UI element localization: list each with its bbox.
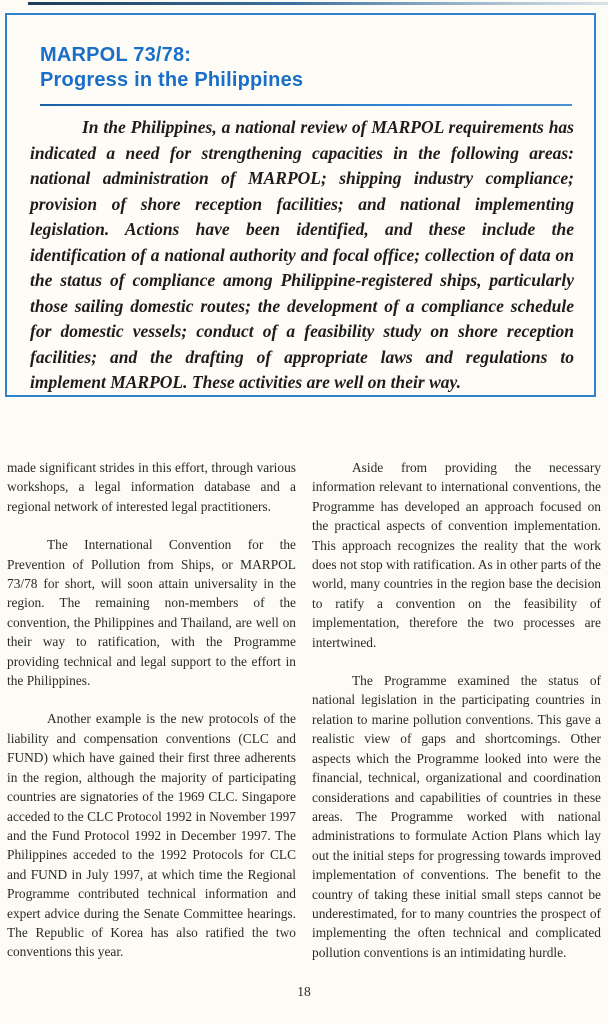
body-columns [7,458,601,981]
right-paragraph-2: The Programme examined the status of national legislation in the participating countries in relation to marine pollution conventions. This gave a realistic view of gaps and shortcomings. Other aspects which the Programme looked into were the financial, technical, organizational and coordination considerations and capabilities of countries in these areas. The Programme worked with national administrations to formulate Action Plans which lay out the initial steps for progressing towards improved implementation of conventions. The benefit to the country of taking these initial small steps cannot be underestimated, for to many countries the prospect of implementing the often technical and complicated pollution conventions is an intimidating hurdle. [312,673,601,960]
title-underline-rule [40,104,572,106]
summary-paragraph: In the Philippines, a national review of MARPOL requirements has indicated a need for strengthening capacities in the following areas: national administration of MARPOL; shipping industry compliance; provision of shore reception facilities; and national implementing legislation. Actions have been identified, and these include the identification of a national authority and focal office; collection of data on the status of compliance among Philippine-registered ships, particularly those sailing domestic routes; the development of a compliance schedule for domestic vessels; conduct of a feasibility study on shore reception facilities; and the drafting of appropriate laws and regulations to implement MARPOL. These activities are well on their way. [30,117,574,392]
left-paragraph-1: made significant strides in this effort, through various workshops, a legal information database and a regional network of interested legal practitioners. [7,460,296,514]
left-column [7,458,296,981]
right-column [312,458,601,981]
article-title-line2: Progress in the Philippines [40,69,304,91]
page-top-rule [28,2,608,5]
article-title-line1: MARPOL 73/78: [40,44,192,66]
left-paragraph-3: Another example is the new protocols of the liability and compensation conventions (CLC and FUND) which have gained their first three adherents in the region, although the majority of participating countries are signatories of the 1969 CLC. Singapore acceded to the CLC Protocol 1992 in November 1997 and the Fund Protocol 1992 in December 1997. The Philippines acceded to the 1992 Protocols for CLC and FUND in July 1997, at which time the Regional Programme contributed technical information and expert advice during the Senate Committee hearings. The Republic of Korea has also ratified the two conventions this year. [7,711,296,960]
article-title [40,43,574,93]
right-paragraph-1: Aside from providing the necessary information relevant to international conventions, the Programme has developed an approach focused on the practical aspects of convention implementation. This approach recognizes the reality that the work does not stop with ratification. As in other parts of the world, many countries in the region base the decision to ratify a convention on the feasibility of implementation, therefore the two processes are intertwined. [312,460,601,650]
left-paragraph-2: The International Convention for the Prevention of Pollution from Ships, or MARPOL 73/78 for short, will soon attain universality in the region. The remaining non-members of the convention, the Philippines and Thailand, are well on their way to ratification, with the Programme providing technical and legal support to the effort in the Philippines. [7,537,296,689]
marpol-summary-box [5,13,596,397]
page-number: 18 [297,984,311,999]
